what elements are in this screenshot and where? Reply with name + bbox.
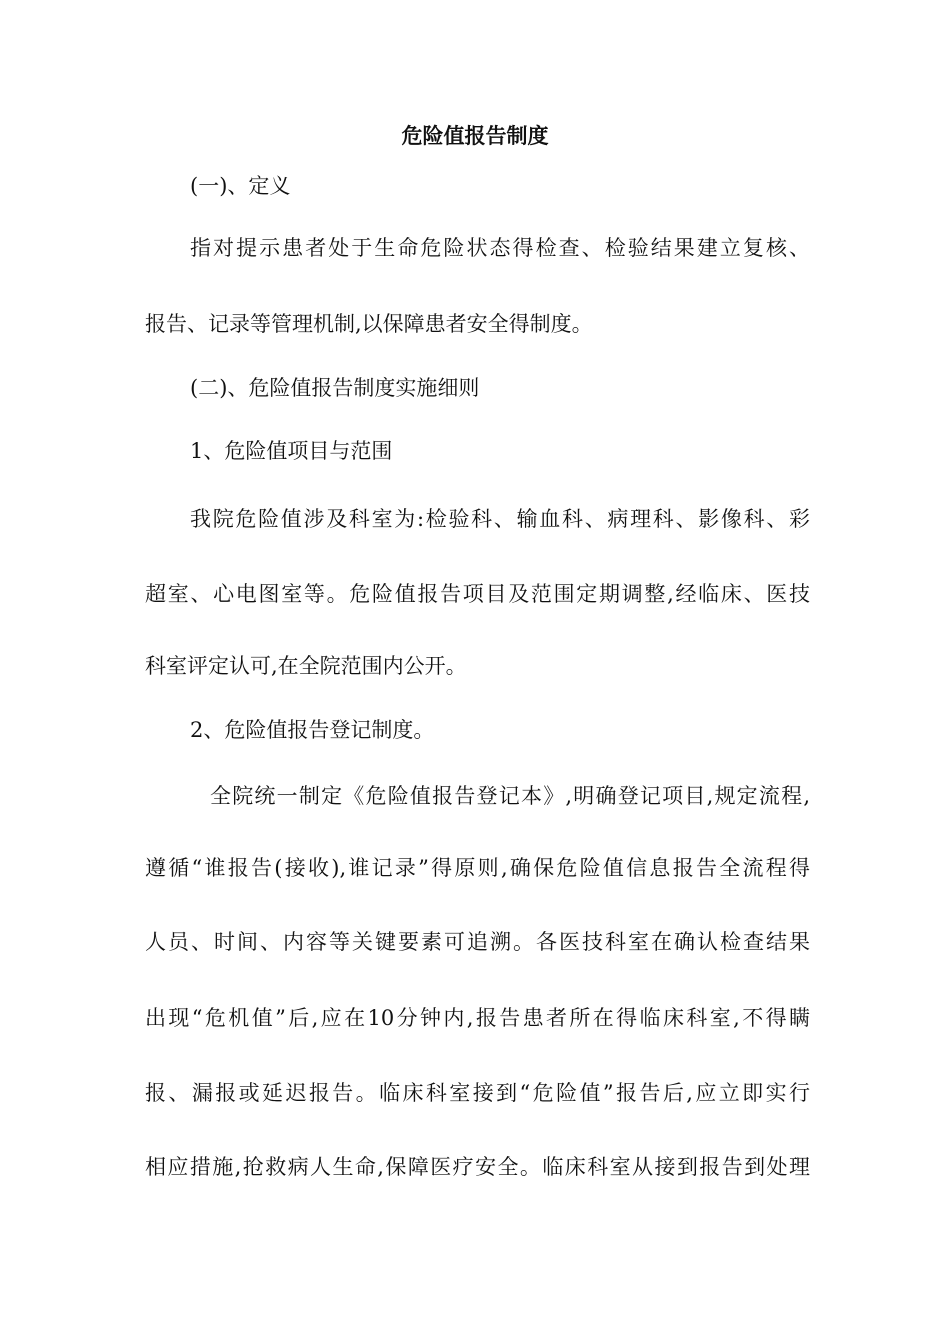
- paragraph-line: 人员、时间、内容等关键要素可追溯。各医技科室在确认检查结果: [145, 930, 810, 954]
- section-heading-definition: (一)、定义: [190, 174, 291, 198]
- paragraph-line: 指对提示患者处于生命危险状态得检查、检验结果建立复核、: [190, 236, 810, 260]
- paragraph-line: 全院统一制定《危险值报告登记本》,明确登记项目,规定流程,: [210, 784, 810, 808]
- subsection-heading-registration: 2、危险值报告登记制度。: [190, 718, 435, 742]
- paragraph-line: 超室、心电图室等。危险值报告项目及范围定期调整,经临床、医技: [145, 582, 810, 606]
- document-title: 危险值报告制度: [401, 124, 549, 148]
- section-heading-rules: (二)、危险值报告制度实施细则: [190, 376, 480, 400]
- paragraph-line: 出现“危机值”后,应在10分钟内,报告患者所在得临床科室,不得瞒: [145, 1006, 810, 1030]
- paragraph-line: 报、漏报或延迟报告。临床科室接到“危险值”报告后,应立即实行: [145, 1081, 810, 1105]
- paragraph-line: 报告、记录等管理机制,以保障患者安全得制度。: [145, 312, 593, 336]
- subsection-heading-scope: 1、危险值项目与范围: [190, 439, 393, 463]
- paragraph-line: 科室评定认可,在全院范围内公开。: [145, 654, 467, 678]
- paragraph-line: 我院危险值涉及科室为:检验科、输血科、病理科、影像科、彩: [190, 507, 810, 531]
- paragraph-line: 相应措施,抢救病人生命,保障医疗安全。临床科室从接到报告到处理: [145, 1155, 810, 1179]
- paragraph-line: 遵循“谁报告(接收),谁记录”得原则,确保危险值信息报告全流程得: [145, 856, 810, 880]
